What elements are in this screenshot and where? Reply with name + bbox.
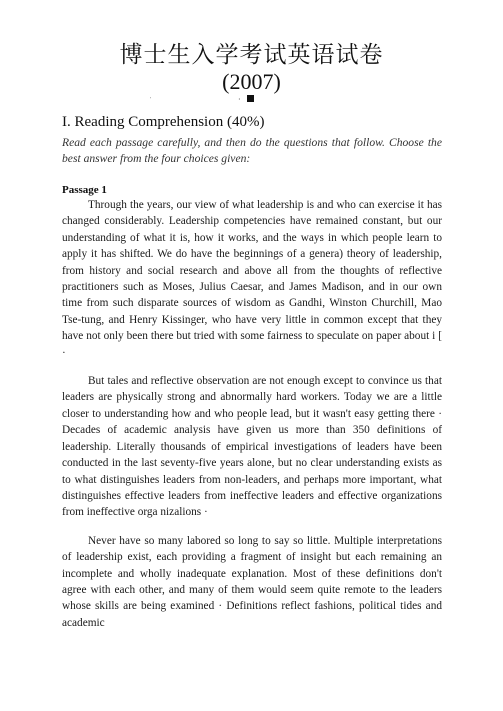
passage-title: Passage 1 [62,184,107,196]
paragraph: Never have so many labored so long to say so little. Multiple interpretations of leadership exist, each providing a fragment of insight but each remaining an incomplete and wholly inadequate explanation. Most of these definitions don't agree with each other, and many of them would seem quite remote to the leaders whose skills are being examined · Definitions reflect fashions, political tides and academic [62,534,442,629]
paragraph: But tales and reflective observation are not enough except to convince us that leaders are physically strong and abnormally hard workers. Today we are a little closer to understanding how and who people lead, but it wasn't easy getting there · Decades of academic analysis have given us more than 350 definitions of leadership. Literally thousands of empirical investigations of leaders have been conducted in the last seventy-five years alone, but no clear understanding exists as to what distinguishes leaders from non-leaders, and perhaps more important, what distinguishes effective leaders from ineffective leaders and effective organizations from ineffective orga nizalions · [62,375,442,519]
exam-title-chinese: 博士生入学考试英语试卷 [119,42,384,67]
passage-body [62,197,442,631]
section-heading: I. Reading Comprehension (40%) [62,114,265,130]
paragraph: Through the years, our view of what leadership is and who can exercise it has changed considerably. Leadership competencies have remained constant, but our understanding of what it is, how it works, and the ways in which people learn to apply it has shifted. We do have the beginnings of a genera) theory of leadership, from history and social research and above all from the thoughts of reflective practitioners such as Moses, Julius Caesar, and James Madison, and in our own time from such disparate sources of wisdom as Gandhi, Winston Churchill, Mao Tse-tung, and Henry Kissinger, who have very little in common except that they have not only been there but tried with some fairness to speculate on paper about i [ · [62,199,442,359]
exam-year: (2007) [222,69,281,94]
stray-dot: · [238,95,241,104]
instructions: Read each passage carefully, and then do the questions that follow. Choose the best answer from the four choices given: [62,136,442,165]
stray-mark: ' [150,97,152,103]
square-bullet-icon [247,95,254,102]
